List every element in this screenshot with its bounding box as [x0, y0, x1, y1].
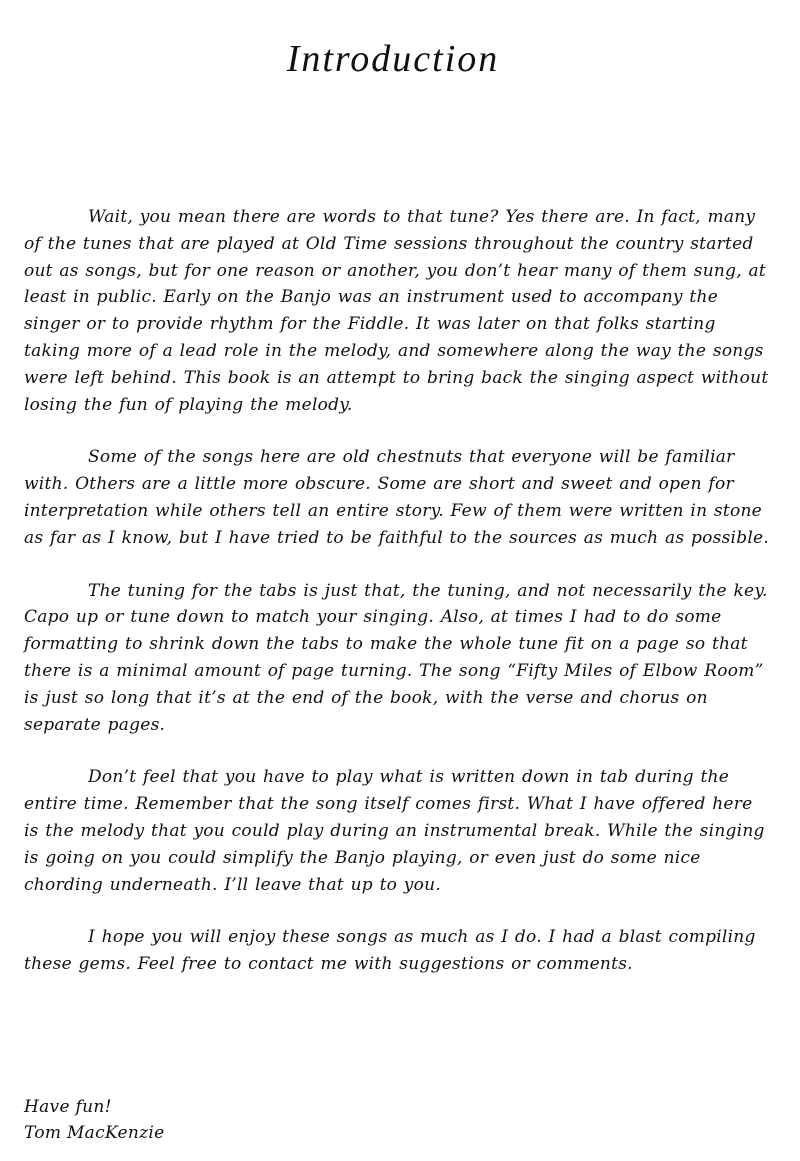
- paragraph: Don’t feel that you have to play what is written down in tab during the entire time. Remember that the song itself comes first. What I have offered here is the melody that you could play during an instrumental break. While the singing is going on you could simplify the Banjo playing, or even just do some nice chording underneath. I’ll leave that up to you.: [24, 767, 765, 895]
- introduction-body: [24, 204, 772, 1004]
- paragraph: The tuning for the tabs is just that, the tuning, and not necessarily the key. Capo up or tune down to match your singing. Also, at times I had to do some formatting to shrink down the tabs to make the whole tune fit on a page so that there is a minimal amount of page turning. The song “Fifty Miles of Elbow Room” is just so long that it’s at the end of the book, with the verse and chorus on separate pages.: [24, 580, 768, 735]
- signoff: [24, 1094, 164, 1146]
- paragraph: I hope you will enjoy these songs as much as I do. I had a blast compiling these gems. Feel free to contact me with suggestions or comments.: [24, 927, 756, 975]
- paragraph: Some of the songs here are old chestnuts that everyone will be familiar with. Others are a little more obscure. Some are short and sweet and open for interpretation while others tell an entire story. Few of them were written in stone as far as I know, but I have tried to be faithful to the sources as much as possible.: [24, 447, 770, 548]
- page-title: Introduction: [286, 38, 500, 80]
- signoff-author: Tom MacKenzie: [24, 1123, 165, 1143]
- paragraph: Wait, you mean there are words to that tune? Yes there are. In fact, many of the tunes that are played at Old Time sessions throughout the country started out as songs, but for one reason or another, you don’t hear many of them sung, at least in public. Early on the Banjo was an instrument used to accompany the singer or to provide rhythm for the Fiddle. It was later on that folks starting taking more of a lead role in the melody, and somewhere along the way the songs were left behind. This book is an attempt to bring back the singing aspect without losing the fun of playing the melody.: [24, 207, 769, 415]
- signoff-closing: Have fun!: [24, 1097, 112, 1117]
